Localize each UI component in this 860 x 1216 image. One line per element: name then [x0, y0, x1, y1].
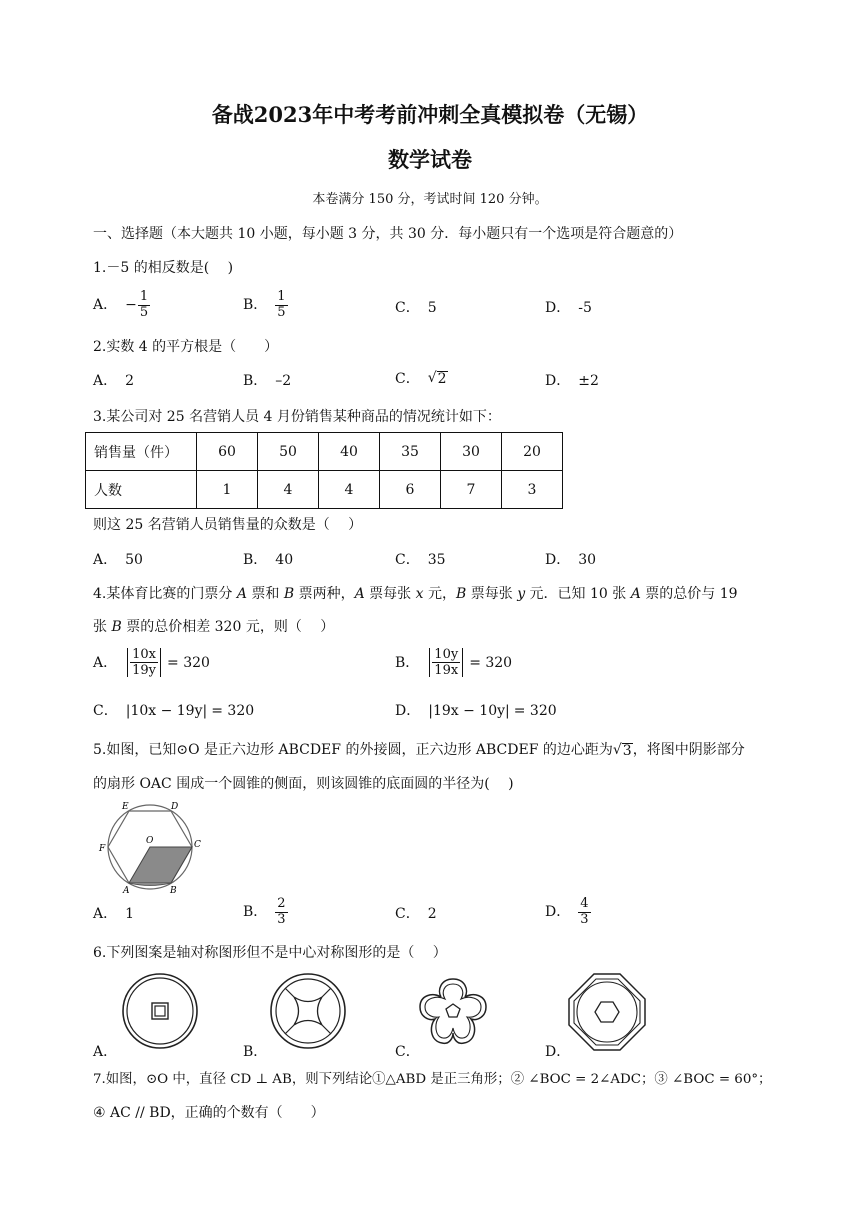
- option-value: 2: [125, 373, 135, 389]
- hexagon-figure: [95, 800, 205, 896]
- table-cell: 20: [502, 433, 563, 471]
- option-label: C．: [395, 300, 420, 316]
- option-value: 40: [275, 552, 294, 568]
- q6-option-a[interactable]: A．: [93, 1044, 118, 1060]
- q4-option-b[interactable]: [395, 648, 512, 677]
- option-value: 1: [125, 906, 135, 922]
- option-value: ±2: [578, 373, 599, 389]
- table-cell: 40: [319, 433, 380, 471]
- sqrt-expression: √ 3: [612, 742, 632, 759]
- table-cell: 30: [441, 433, 502, 471]
- option-label: B．: [243, 297, 268, 314]
- exam-note: 本卷满分 150 分，考试时间 120 分钟。: [312, 192, 548, 207]
- table-cell: 6: [380, 471, 441, 509]
- option-label: A．: [93, 373, 118, 389]
- option-value: 5: [427, 300, 437, 316]
- point-label-O: O: [146, 836, 154, 846]
- q5-option-b[interactable]: [243, 897, 288, 928]
- option-value: = 320: [469, 654, 513, 671]
- point-label-F: F: [99, 844, 106, 854]
- option-label: A．: [93, 654, 118, 671]
- q2-option-a[interactable]: [93, 374, 134, 388]
- q6-option-d[interactable]: D．: [545, 1044, 571, 1060]
- page-subtitle: 数学试卷: [388, 147, 472, 172]
- q4-option-a[interactable]: [93, 648, 210, 677]
- q6-option-b[interactable]: B．: [243, 1044, 268, 1060]
- option-value: 2: [427, 906, 437, 922]
- table-cell: 1: [197, 471, 258, 509]
- option-value: = 320: [167, 654, 210, 671]
- option-value: 30: [578, 552, 597, 568]
- q3-option-a[interactable]: [93, 553, 143, 567]
- table-row: [86, 471, 563, 509]
- coin-curved-square-icon: [268, 971, 348, 1051]
- option-label: D．: [545, 904, 571, 921]
- q1-option-b[interactable]: [243, 290, 288, 321]
- section-heading: 一、选择题（本大题共 10 小题，每小题 3 分，共 30 分．每小题只有一个选项是符合题意的）: [93, 226, 683, 242]
- q2-stem: 2.实数 4 的平方根是（ ）: [93, 339, 279, 355]
- absolute-value-fraction: 10x 19y: [125, 648, 163, 677]
- option-label: A．: [93, 297, 118, 314]
- q5-option-d[interactable]: [545, 897, 591, 928]
- q3-option-c[interactable]: [395, 553, 446, 567]
- fraction: $\frac{1}{5}$: [139, 289, 149, 320]
- option-label: A．: [93, 906, 118, 922]
- option-value: -5: [578, 300, 592, 316]
- q3-stem: 3.某公司对 25 名营销人员 4 月份销售某种商品的情况统计如下：: [93, 409, 501, 425]
- q7-stem-line1: 7.如图，⊙O 中，直径 CD ⊥ AB，则下列结论①△ABD 是正三角形；② ∠BOC = 2∠ADC；③ ∠BOC = 60°；: [93, 1072, 772, 1087]
- q4-stem-line1: 4.某体育比赛的门票分 A 票和 B 票两种，A 票每张 x 元，B 票每张 y 元．已知 10 张 A 票的总价与 19: [93, 586, 738, 602]
- option-value: = 320: [513, 703, 557, 719]
- q3-option-d[interactable]: [545, 553, 596, 567]
- option-label: B．: [243, 373, 268, 389]
- table-header-cell: 人数: [86, 471, 197, 509]
- option-label: B．: [243, 904, 268, 921]
- q2-option-c[interactable]: [395, 371, 448, 386]
- q7-stem-line2: ④ AC // BD，正确的个数有（ ）: [93, 1105, 325, 1121]
- point-label-A: A: [123, 886, 130, 896]
- point-label-C: C: [194, 840, 201, 850]
- q5-stem-line1: 5.如图，已知⊙O 是正六边形 ABCDEF 的外接圆，正六边形 ABCDEF 的边心距为√ 3 ，将图中阴影部分: [93, 742, 745, 759]
- option-label: C．: [395, 906, 420, 922]
- q4-stem-line2: 张 B 票的总价相差 320 元，则（ ）: [93, 619, 335, 635]
- q4-option-c[interactable]: [93, 704, 254, 718]
- q4-option-d[interactable]: [395, 704, 557, 718]
- table-cell: 50: [258, 433, 319, 471]
- option-label: C．: [395, 370, 420, 387]
- plum-blossom-icon: [414, 975, 492, 1051]
- option-label: D．: [545, 300, 571, 316]
- option-label: B．: [395, 654, 420, 671]
- q1-option-d[interactable]: [545, 301, 592, 315]
- q2-option-d[interactable]: [545, 374, 599, 388]
- q6-option-c[interactable]: C．: [395, 1044, 420, 1060]
- q6-stem: 6.下列图案是轴对称图形但不是中心对称图形的是（ ）: [93, 945, 447, 961]
- sales-table: [85, 432, 563, 509]
- table-cell: 60: [197, 433, 258, 471]
- q5-option-c[interactable]: [395, 907, 437, 921]
- option-value: = 320: [211, 703, 255, 719]
- q2-option-b[interactable]: [243, 374, 291, 388]
- q1-option-a[interactable]: [93, 290, 150, 321]
- fraction: $\frac{4}{3}$: [580, 896, 589, 927]
- q1-option-c[interactable]: [395, 301, 437, 315]
- table-cell: 4: [258, 471, 319, 509]
- point-label-B: B: [170, 886, 177, 896]
- coin-square-hole-icon: [120, 971, 200, 1051]
- table-header-cell: 销售量（件）: [86, 433, 197, 471]
- sqrt-expression: √ 2: [427, 370, 447, 387]
- absolute-value-fraction: 10y 19x: [427, 648, 465, 677]
- option-label: C．: [395, 552, 420, 568]
- table-cell: 4: [319, 471, 380, 509]
- option-value: 35: [427, 552, 446, 568]
- table-cell: 7: [441, 471, 502, 509]
- q5-stem-line2: 的扇形 OAC 围成一个圆锥的侧面，则该圆锥的底面圆的半径为( ): [93, 776, 514, 792]
- q3-followup: 则这 25 名营销人员销售量的众数是（ ）: [93, 517, 363, 533]
- option-value: –2: [275, 373, 292, 389]
- option-label: D．: [545, 373, 571, 389]
- option-value: 50: [125, 552, 143, 568]
- point-label-D: D: [171, 802, 179, 812]
- option-label: B．: [243, 552, 268, 568]
- minus-sign: −: [125, 297, 137, 314]
- option-label: D．: [545, 552, 571, 568]
- page-title: 备战2023年中考考前冲刺全真模拟卷（无锡）: [211, 102, 649, 127]
- q1-stem: 1.－5 的相反数是( ): [93, 260, 234, 276]
- table-cell: 35: [380, 433, 441, 471]
- option-label: D．: [395, 703, 421, 719]
- absolute-value: |10x − 19y|: [125, 703, 208, 719]
- option-label: A．: [93, 552, 118, 568]
- point-label-E: E: [122, 802, 129, 812]
- octagon-hexagon-icon: [566, 971, 648, 1053]
- table-cell: 3: [502, 471, 563, 509]
- q3-option-b[interactable]: [243, 553, 293, 567]
- absolute-value: |19x − 10y|: [428, 703, 510, 719]
- option-label: C．: [93, 703, 118, 719]
- fraction: $\frac{2}{3}$: [277, 896, 286, 927]
- q5-option-a[interactable]: [93, 907, 134, 921]
- table-row: [86, 433, 563, 471]
- fraction: $\frac{1}{5}$: [277, 289, 286, 320]
